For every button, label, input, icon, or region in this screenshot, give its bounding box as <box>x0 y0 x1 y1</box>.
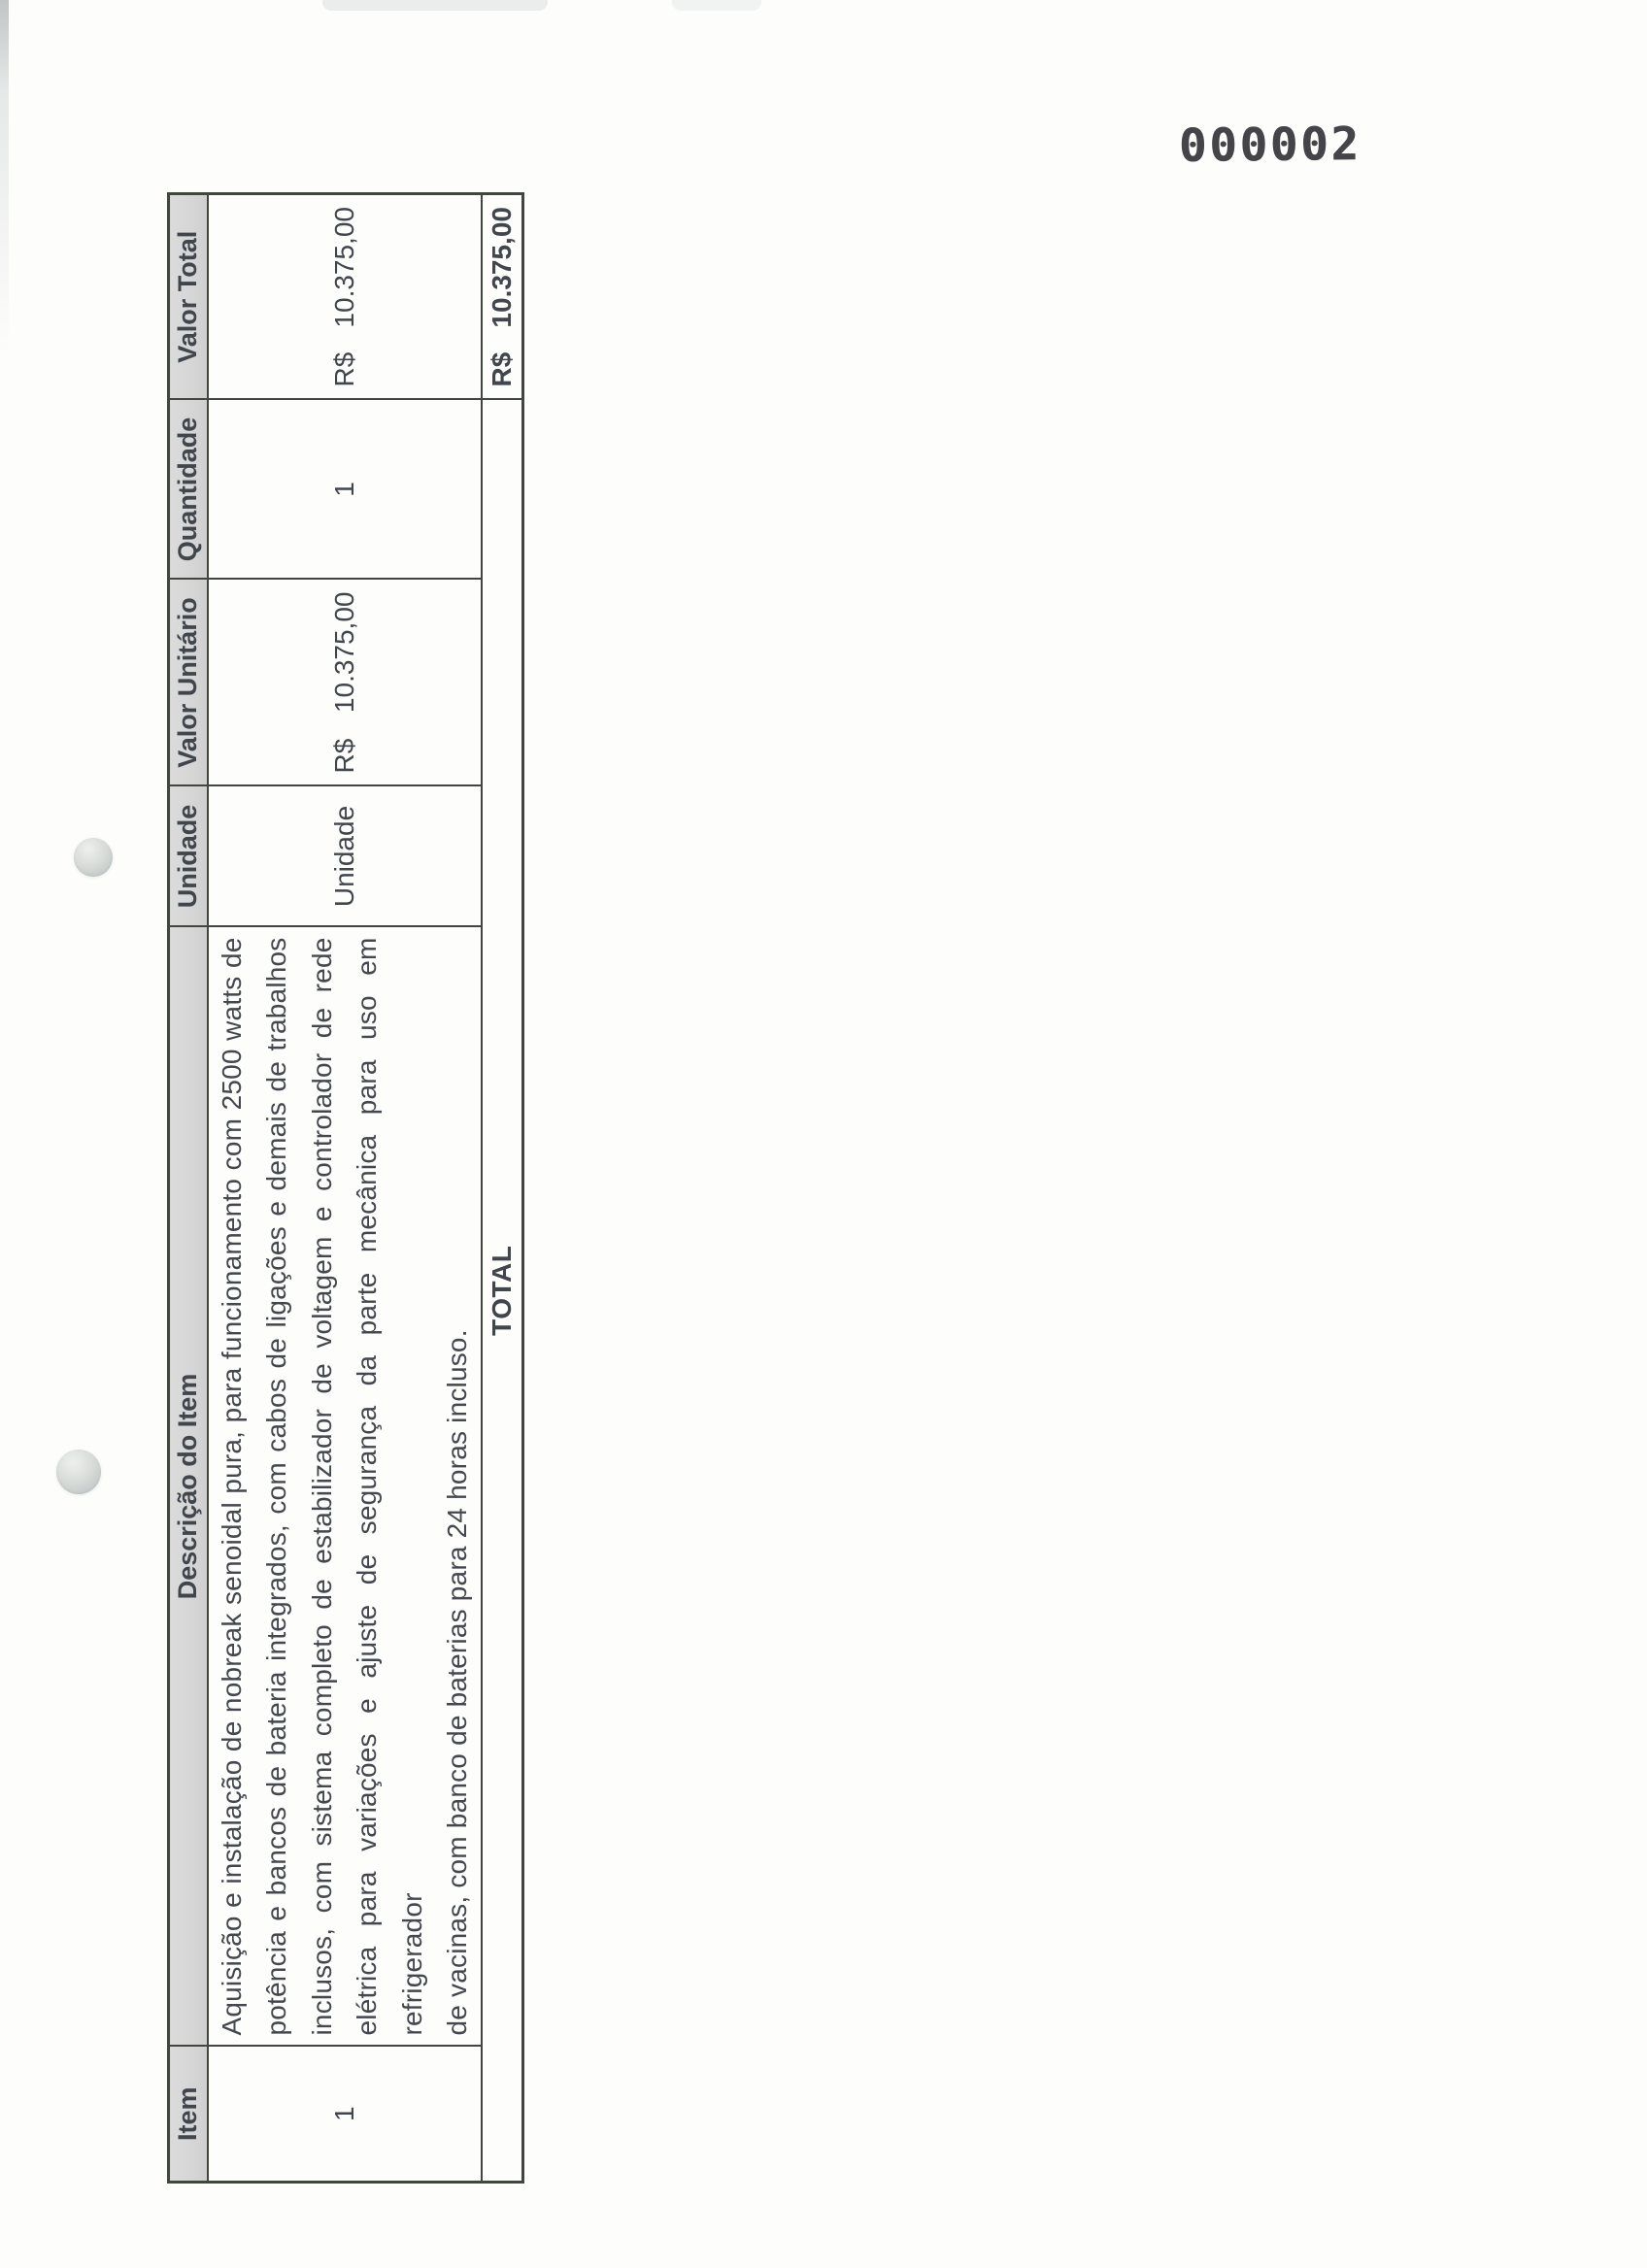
cell-unidade: Unidade <box>208 786 482 927</box>
header-item: Item <box>169 2047 208 2183</box>
descricao-line: elétrica para variações e ajuste de segurança da parte mecânica para uso em refrigerador <box>352 937 427 2036</box>
valor-unitario-value <box>329 581 360 785</box>
valor-total-value <box>329 195 360 399</box>
total-value-cell <box>482 194 523 400</box>
currency-symbol: R$ <box>486 351 517 387</box>
cell-quantidade: 1 <box>208 400 482 580</box>
cell-valor-unitario <box>208 580 482 786</box>
valor-total-amount: 10.375,00 <box>328 207 359 328</box>
descricao-line: Aquisição e instalação de nobreak senoidal pura, para funcionamento com 2500 watts de <box>216 937 247 2036</box>
total-label-cell: TOTAL <box>482 400 523 2183</box>
table-row <box>208 194 482 2183</box>
header-valor-total: Valor Total <box>169 194 208 400</box>
scan-artifact <box>672 0 761 11</box>
header-quantidade: Quantidade <box>169 400 208 580</box>
scan-edge-shadow <box>0 0 9 417</box>
valor-unitario-amount: 10.375,00 <box>328 591 359 714</box>
scan-artifact <box>322 0 548 11</box>
table-rotor <box>167 195 517 2184</box>
table-total-row <box>482 194 523 2183</box>
hole-punch-top <box>74 838 113 877</box>
currency-symbol: R$ <box>328 351 359 387</box>
currency-symbol: R$ <box>328 738 359 774</box>
cell-item-number: 1 <box>208 2047 482 2183</box>
descricao-line: de vacinas, com banco de baterias para 24 horas incluso. <box>442 1329 472 2036</box>
descricao-line: potência e bancos de bateria integrados, com cabos de ligações e demais de trabalhos <box>261 937 291 2036</box>
page-number-stamp: 000002 <box>1178 117 1362 173</box>
header-unidade: Unidade <box>169 786 208 927</box>
total-value <box>487 195 518 399</box>
items-table <box>167 192 524 2184</box>
cell-valor-total <box>208 194 482 400</box>
header-descricao: Descrição do Item <box>169 927 208 2047</box>
hole-punch-bottom <box>56 1450 101 1494</box>
table-header-row <box>169 194 208 2183</box>
rotated-table-container <box>167 195 517 2184</box>
descricao-line: inclusos, com sistema completo de estabilizador de voltagem e controlador de rede <box>306 937 337 2036</box>
cell-descricao <box>208 927 482 2047</box>
header-valor-unitario: Valor Unitário <box>169 580 208 786</box>
total-amount: 10.375,00 <box>486 207 517 328</box>
